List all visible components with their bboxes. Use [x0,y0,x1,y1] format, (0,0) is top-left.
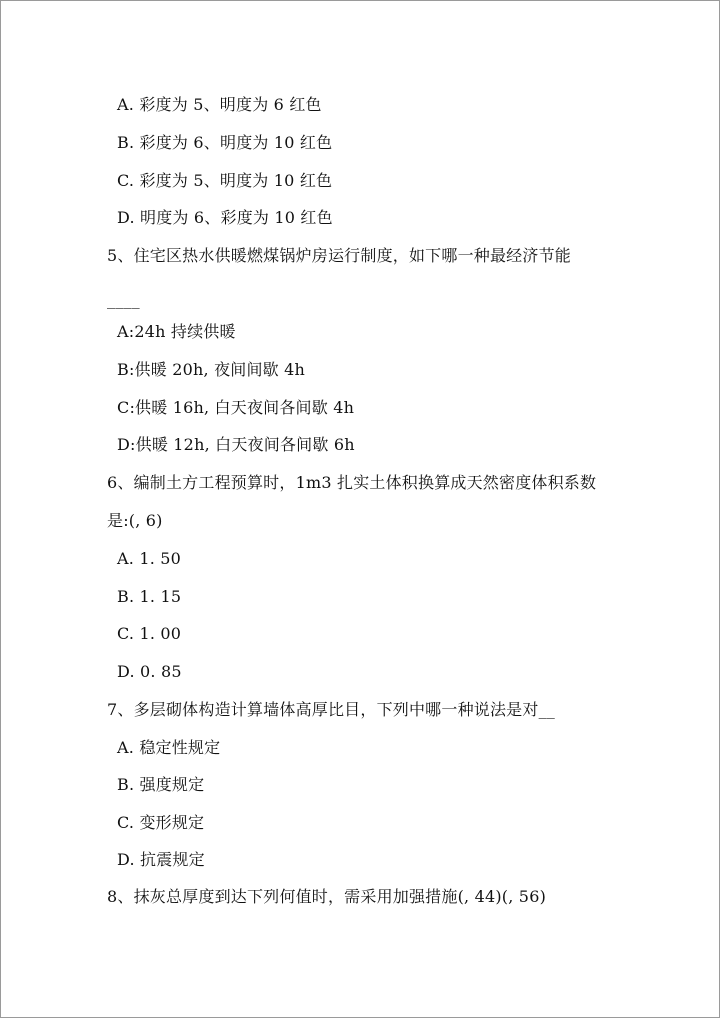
q5-option-a: A:24h 持续供暖 [117,322,236,341]
q6-option-b: B. 1. 15 [117,587,182,606]
question-7-text: 7、多层砌体构造计算墙体高厚比目，下列中哪一种说法是对__ [107,700,555,719]
question-8-text: 8、抹灰总厚度到达下列何值时，需采用加强措施(, 44)(, 56) [107,887,547,906]
q6-option-a: A. 1. 50 [117,549,182,568]
question-5-blank: ____ [107,290,140,309]
q6-option-c: C. 1. 00 [117,624,182,643]
q7-option-a: A. 稳定性规定 [117,738,221,757]
q4-option-d: D. 明度为 6、彩度为 10 红色 [117,208,333,227]
q7-option-d: D. 抗震规定 [117,850,205,869]
q5-option-b: B:供暖 20h, 夜间间歇 4h [117,360,306,379]
question-6-text-cont: 是:(, 6) [107,511,163,530]
q5-option-c: C:供暖 16h, 白天夜间各间歇 4h [117,398,355,417]
q5-option-d: D:供暖 12h, 白天夜间各间歇 6h [117,435,355,454]
q7-option-c: C. 变形规定 [117,813,205,832]
q7-option-b: B. 强度规定 [117,775,205,794]
q6-option-d: D. 0. 85 [117,662,182,681]
question-6-text: 6、编制土方工程预算时，1m3 扎实土体积换算成天然密度体积系数 [107,473,597,492]
q4-option-c: C. 彩度为 5、明度为 10 红色 [117,171,333,190]
q4-option-b: B. 彩度为 6、明度为 10 红色 [117,133,333,152]
question-5-text: 5、住宅区热水供暖燃煤锅炉房运行制度，如下哪一种最经济节能 [107,246,571,265]
q4-option-a: A. 彩度为 5、明度为 6 红色 [117,95,322,114]
